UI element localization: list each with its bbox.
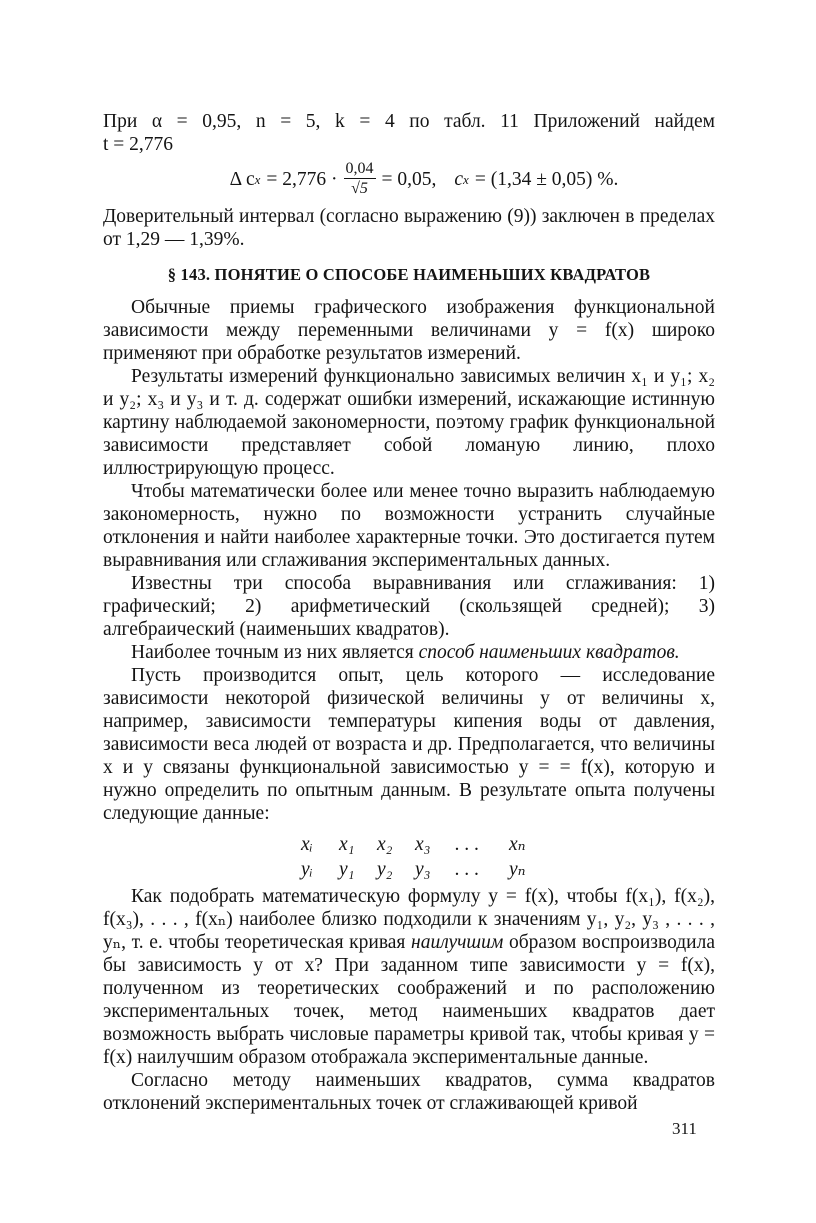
table-cell: . . .: [455, 859, 480, 880]
table-cell: y₂: [377, 859, 393, 880]
fraction: [344, 160, 376, 199]
paragraph-7-emphasis: наилучшим: [411, 932, 504, 953]
paragraph-7-text-b: образом воспроизводила бы зависимость y от x? При заданном типе зависимости y = f(x), полученном из теоретических соображений и по расположению экспериментальных точек, метод наименьших квадратов дает возможность выбрать числовые параметры кривой так, чтобы кривая y = f(x) наилучшим образом отображала экспериментальные данные.: [103, 932, 715, 1068]
table-cell: . . .: [455, 834, 480, 855]
table-cell: y₁: [339, 859, 355, 880]
section-heading: § 143. ПОНЯТИЕ О СПОСОБЕ НАИМЕНЬШИХ КВАДРАТОВ: [167, 265, 651, 284]
paragraph-5: [103, 641, 715, 664]
table-cell: yᵢ: [301, 859, 313, 880]
error-formula: [103, 160, 715, 199]
paragraph-1: Обычные приемы графического изображения функциональной зависимости между переменными величинами y = f(x) широко применяют при обработке результатов измерений.: [103, 297, 715, 364]
paragraph-7: [103, 885, 715, 1069]
table-cell: yₙ: [509, 859, 526, 880]
delta-symbol: Δ c: [229, 169, 255, 190]
table-cell: xₙ: [509, 834, 526, 855]
c-symbol: c: [454, 169, 464, 190]
paragraph-5-text: Наиболее точным из них является: [131, 642, 419, 663]
table-cell: xᵢ: [301, 834, 313, 855]
formula-right: = 0,05,: [381, 169, 437, 190]
delta-subscript: x: [254, 172, 261, 187]
table-cell: x₃: [415, 834, 431, 855]
paragraph-8: Согласно методу наименьших квадратов, сумма квадратов отклонений экспериментальных точек от сглаживающей кривой: [103, 1070, 715, 1114]
page-body: [103, 110, 715, 1115]
intro-line-2: t = 2,776: [103, 134, 174, 155]
table-cell: x₂: [377, 834, 393, 855]
formula-left: = 2,776 ·: [266, 169, 338, 190]
c-subscript: x: [463, 172, 469, 187]
paragraph-3: Чтобы математически более или менее точно выразить наблюдаемую закономерность, нужно по возможности устранить случайные отклонения и найти наиболее характерные точки. Это достигается путем выравнивания или сглаживания экспериментальных данных.: [103, 481, 715, 571]
intro-line: При α = 0,95, n = 5, k = 4 по табл. 11 Приложений найдем: [103, 111, 715, 132]
paragraph-6: Пусть производится опыт, цель которого — исследование зависимости некоторой физической величины y от величины x, например, зависимости температуры кипения воды от давления, зависимости веса людей от возраста и др. Предполагается, что величины x и y связаны функциональной зависимостью y = = f(x), которую и нужно определить по опытным данным. В результате опыта получены следующие данные:: [103, 665, 715, 824]
fraction-denominator: √5: [351, 180, 368, 197]
paragraph-5-emphasis: способ наименьших квадратов.: [418, 642, 680, 663]
paragraph-7-text-a: Как подобрать математическую формулу y = f(x), чтобы f(x₁), f(x₂), f(x₃), . . . , f(xₙ) наиболее близко подходили к значениям y₁, y₂, y₃ , . . . , yₙ, т. е. чтобы теоретическая кривая: [103, 886, 715, 953]
table-cell: x₁: [339, 834, 355, 855]
paragraph-4: Известны три способа выравнивания или сглаживания: 1) графический; 2) арифметический (скользящей средней); 3) алгебраический (наименьших квадратов).: [103, 573, 715, 640]
confidence-paragraph: Доверительный интервал (согласно выражению (9)) заключен в пределах от 1,29 — 1,39%.: [103, 206, 715, 250]
fraction-numerator: 0,04: [345, 160, 374, 177]
data-table: [103, 833, 715, 881]
page-number: 311: [672, 1119, 697, 1138]
table-cell: y₃: [415, 859, 431, 880]
paragraph-2: Результаты измерений функционально зависимых величин x₁ и y₁; x₂ и y₂; x₃ и y₃ и т. д. содержат ошибки измерений, искажающие истинную картину наблюдаемой закономерности, поэтому график функциональной зависимости представляет собой ломаную линию, плохо иллюстрирующую процесс.: [103, 366, 715, 479]
c-value: = (1,34 ± 0,05) %.: [474, 169, 619, 190]
